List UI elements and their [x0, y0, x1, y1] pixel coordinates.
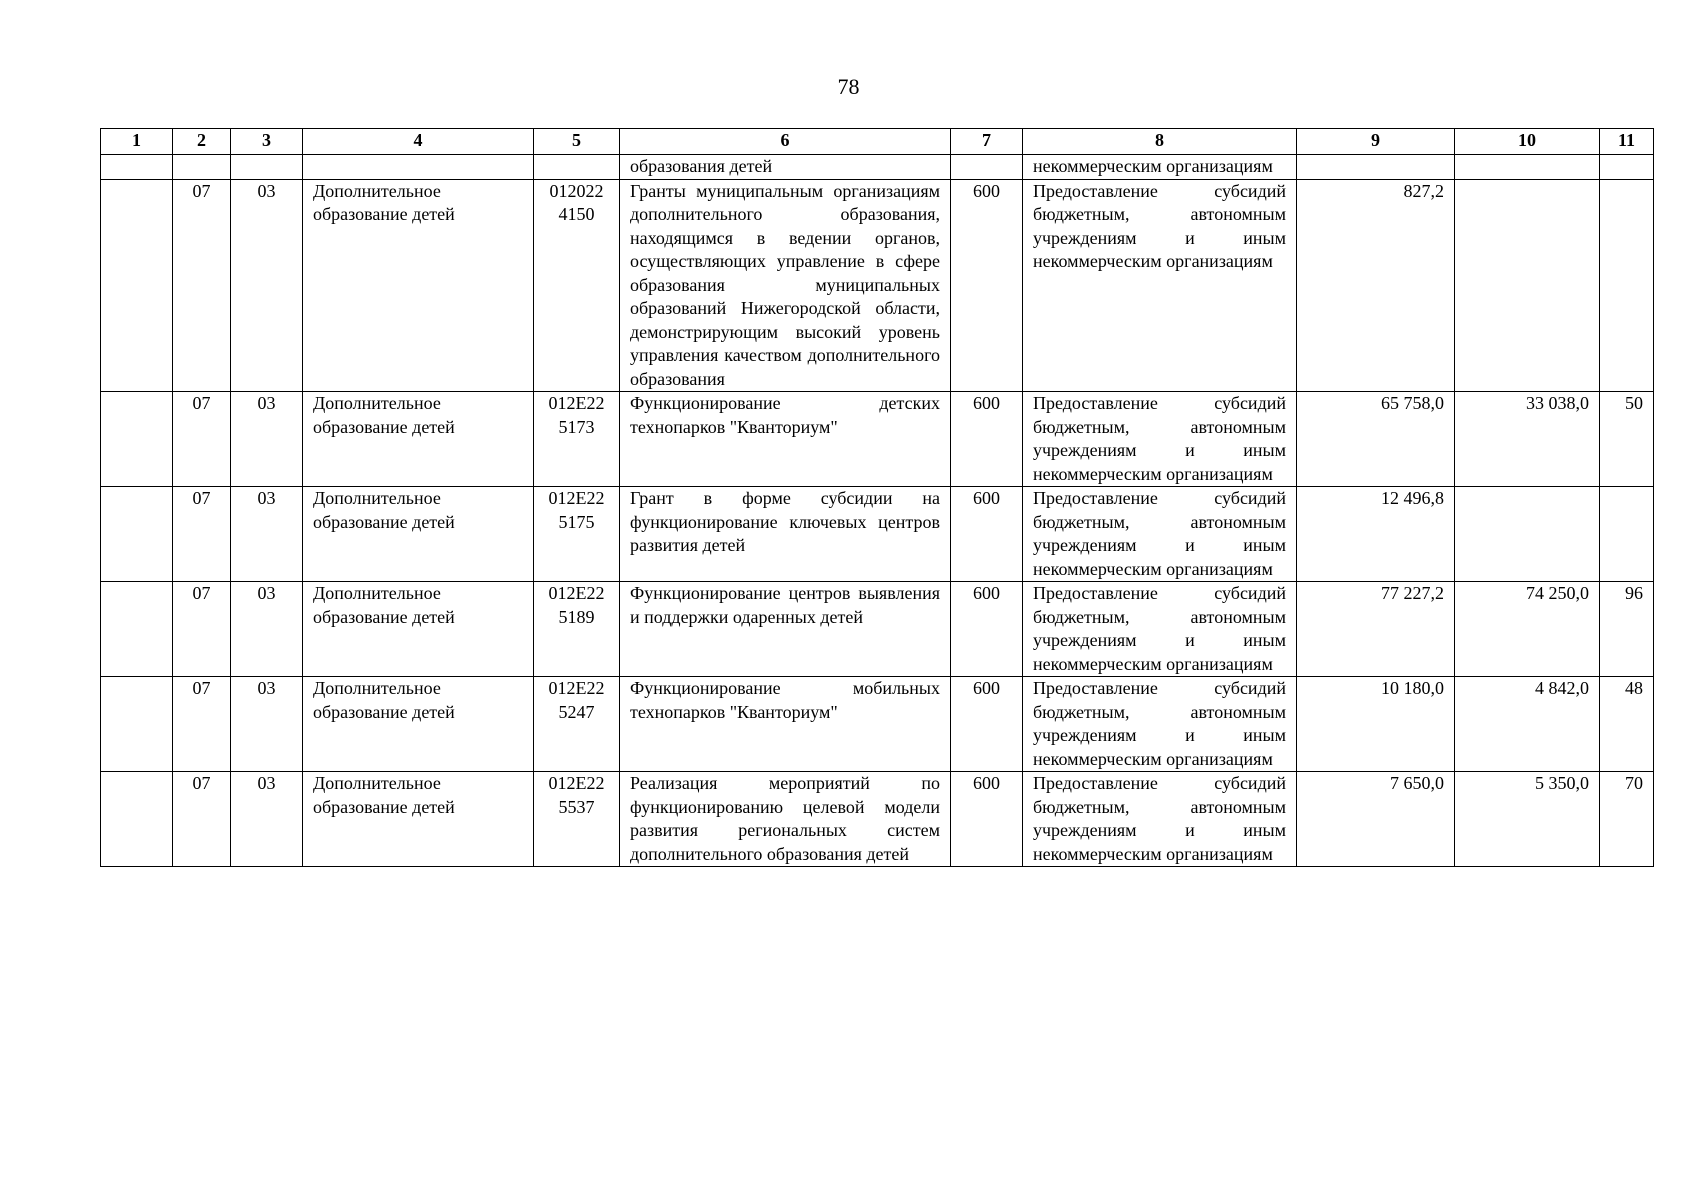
cell-subsection	[231, 155, 303, 180]
cell-section-name: Дополнительное образование детей	[303, 392, 534, 487]
cell-expense-type-name: Предоставление субсидий бюджетным, автономным учреждениям и иным некоммерческим организациям	[1023, 772, 1297, 867]
cell-target-article: 012Е22 5189	[534, 582, 620, 677]
column-header: 9	[1297, 129, 1455, 155]
cell-target-article: 012Е22 5175	[534, 487, 620, 582]
cell-expense-type-name: Предоставление субсидий бюджетным, автономным учреждениям и иным некоммерческим организациям	[1023, 487, 1297, 582]
cell-target-article: 012Е22 5173	[534, 392, 620, 487]
cell-expense-type-name: Предоставление субсидий бюджетным, автономным учреждениям и иным некоммерческим организациям	[1023, 677, 1297, 772]
cell-expense-type-name: Предоставление субсидий бюджетным, автономным учреждениям и иным некоммерческим организациям	[1023, 582, 1297, 677]
cell-percent	[1600, 487, 1654, 582]
column-header: 3	[231, 129, 303, 155]
cell-expense-type: 600	[951, 677, 1023, 772]
cell-subsection: 03	[231, 772, 303, 867]
cell-article-name: образования детей	[620, 155, 951, 180]
cell-section-name: Дополнительное образование детей	[303, 772, 534, 867]
column-header: 8	[1023, 129, 1297, 155]
cell-amount: 7 650,0	[1297, 772, 1455, 867]
cell-section	[173, 155, 231, 180]
cell-percent: 96	[1600, 582, 1654, 677]
table-row	[101, 582, 1654, 677]
cell-expense-type-name: Предоставление субсидий бюджетным, автономным учреждениям и иным некоммерческим организациям	[1023, 179, 1297, 392]
table-row	[101, 392, 1654, 487]
cell-percent: 50	[1600, 392, 1654, 487]
column-header: 2	[173, 129, 231, 155]
cell-amount-2	[1455, 155, 1600, 180]
cell-percent: 48	[1600, 677, 1654, 772]
cell-expense-type: 600	[951, 487, 1023, 582]
cell-amount-2	[1455, 179, 1600, 392]
cell-section-name: Дополнительное образование детей	[303, 487, 534, 582]
cell-col-1	[101, 677, 173, 772]
cell-expense-type-name: Предоставление субсидий бюджетным, автономным учреждениям и иным некоммерческим организациям	[1023, 392, 1297, 487]
cell-expense-type: 600	[951, 392, 1023, 487]
cell-section-name: Дополнительное образование детей	[303, 179, 534, 392]
cell-amount: 827,2	[1297, 179, 1455, 392]
cell-article-name: Функционирование детских технопарков "Кванториум"	[620, 392, 951, 487]
cell-subsection: 03	[231, 392, 303, 487]
cell-amount: 10 180,0	[1297, 677, 1455, 772]
cell-percent	[1600, 155, 1654, 180]
cell-section: 07	[173, 582, 231, 677]
table-row	[101, 155, 1654, 180]
cell-article-name: Гранты муниципальным организациям дополнительного образования, находящимся в ведении органов, осуществляющих управление в сфере образования муниципальных образований Нижегородской области, демонстрирующим высокий уровень управления качеством дополнительного образования	[620, 179, 951, 392]
cell-amount: 77 227,2	[1297, 582, 1455, 677]
cell-section: 07	[173, 772, 231, 867]
cell-target-article	[534, 155, 620, 180]
cell-col-1	[101, 772, 173, 867]
column-header: 7	[951, 129, 1023, 155]
cell-section-name: Дополнительное образование детей	[303, 677, 534, 772]
page-number: 78	[837, 74, 860, 99]
cell-amount-2: 74 250,0	[1455, 582, 1600, 677]
budget-table	[100, 128, 1654, 867]
column-header: 1	[101, 129, 173, 155]
cell-amount-2	[1455, 487, 1600, 582]
cell-subsection: 03	[231, 487, 303, 582]
cell-percent: 70	[1600, 772, 1654, 867]
cell-section: 07	[173, 677, 231, 772]
cell-article-name: Реализация мероприятий по функционированию целевой модели развития региональных систем дополнительного образования детей	[620, 772, 951, 867]
cell-amount-2: 5 350,0	[1455, 772, 1600, 867]
cell-expense-type: 600	[951, 582, 1023, 677]
cell-col-1	[101, 582, 173, 677]
column-header: 5	[534, 129, 620, 155]
cell-amount	[1297, 155, 1455, 180]
cell-target-article: 012022 4150	[534, 179, 620, 392]
cell-expense-type-name: некоммерческим организациям	[1023, 155, 1297, 180]
cell-amount: 65 758,0	[1297, 392, 1455, 487]
cell-col-1	[101, 392, 173, 487]
cell-section: 07	[173, 392, 231, 487]
cell-col-1	[101, 155, 173, 180]
column-header: 10	[1455, 129, 1600, 155]
table-row	[101, 487, 1654, 582]
cell-amount-2: 4 842,0	[1455, 677, 1600, 772]
header-row	[101, 129, 1654, 155]
column-header: 11	[1600, 129, 1654, 155]
cell-section: 07	[173, 487, 231, 582]
cell-expense-type: 600	[951, 179, 1023, 392]
column-header: 6	[620, 129, 951, 155]
cell-percent	[1600, 179, 1654, 392]
table-row	[101, 677, 1654, 772]
cell-subsection: 03	[231, 677, 303, 772]
cell-target-article: 012Е22 5247	[534, 677, 620, 772]
table-body	[101, 155, 1654, 867]
cell-target-article: 012Е22 5537	[534, 772, 620, 867]
cell-article-name: Функционирование мобильных технопарков "Кванториум"	[620, 677, 951, 772]
column-header: 4	[303, 129, 534, 155]
cell-article-name: Грант в форме субсидии на функционирование ключевых центров развития детей	[620, 487, 951, 582]
cell-article-name: Функционирование центров выявления и поддержки одаренных детей	[620, 582, 951, 677]
cell-subsection: 03	[231, 582, 303, 677]
cell-expense-type	[951, 155, 1023, 180]
cell-col-1	[101, 487, 173, 582]
cell-expense-type: 600	[951, 772, 1023, 867]
cell-col-1	[101, 179, 173, 392]
cell-subsection: 03	[231, 179, 303, 392]
cell-amount-2: 33 038,0	[1455, 392, 1600, 487]
cell-section: 07	[173, 179, 231, 392]
table-row	[101, 772, 1654, 867]
cell-amount: 12 496,8	[1297, 487, 1455, 582]
cell-section-name	[303, 155, 534, 180]
cell-section-name: Дополнительное образование детей	[303, 582, 534, 677]
table-header	[101, 129, 1654, 155]
table-row	[101, 179, 1654, 392]
